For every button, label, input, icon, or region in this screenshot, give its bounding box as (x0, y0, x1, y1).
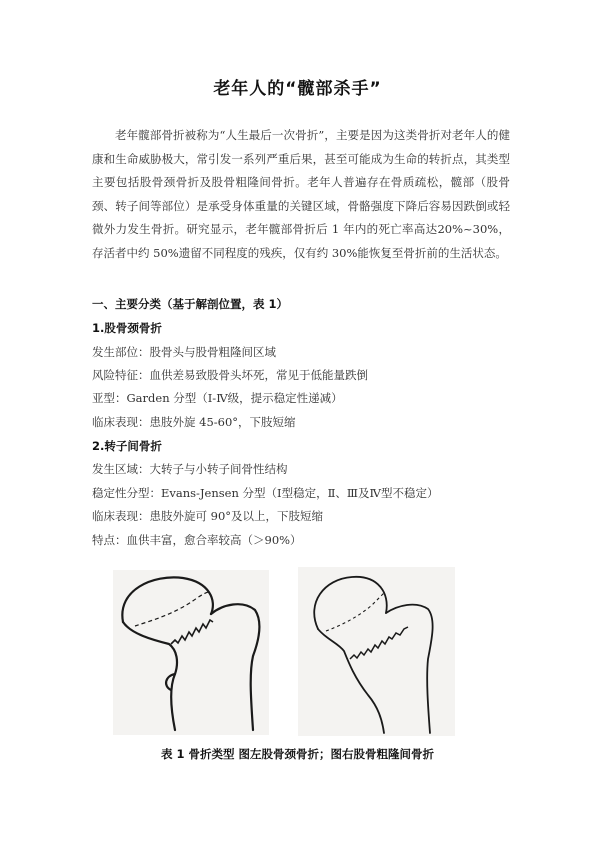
femoral-neck-fracture-drawing (113, 570, 269, 735)
femoral-neck-item: 临床表现：患肢外旋 45-60°，下肢短缩 (92, 415, 296, 429)
intertrochanteric-item: 特点：血供丰富，愈合率较高（＞90%） (92, 533, 302, 547)
intertrochanteric-item: 稳定性分型：Evans-Jensen 分型（Ⅰ型稳定，Ⅱ、Ⅲ及Ⅳ型不稳定） (92, 486, 439, 500)
intertrochanteric-fracture-drawing (298, 567, 455, 736)
section-heading: 一、主要分类（基于解剖位置，表 1） (92, 297, 289, 311)
page-title: 老年人的“髋部杀手” (213, 79, 382, 99)
subsection-heading-intertrochanteric: 2.转子间骨折 (92, 439, 162, 453)
intertrochanteric-item: 临床表现：患肢外旋可 90°及以上，下肢短缩 (92, 509, 324, 523)
subsection-heading-femoral-neck: 1.股骨颈骨折 (92, 321, 162, 335)
femoral-neck-item: 亚型：Garden 分型（Ⅰ-Ⅳ级，提示稳定性递减） (92, 391, 343, 405)
figure-caption: 表 1 骨折类型 图左股骨颈骨折；图右股骨粗隆间骨折 (160, 747, 434, 761)
intro-paragraph: 老年髋部骨折被称为“人生最后一次骨折”，主要是因为这类骨折对老年人的健康和生命威胁极大，常引发一系列严重后果，甚至可能成为生命的转折点，其类型主要包括股骨颈骨折及股骨粗隆间骨折。老年人普遍存在骨质疏松，髋部（股骨颈、转子间等部位）是承受身体重量的关键区域，骨骼强度下降后容易因跌倒或轻微外力发生骨折。研究显示，老年髋部骨折后 1 年内的死亡率高达20%~30%，存活者中约 50%遗留不同程度的残疾，仅有约 30%能恢复至骨折前的生活状态。 (92, 128, 510, 260)
femoral-neck-item: 发生部位：股骨头与股骨粗隆间区域 (92, 345, 276, 359)
femoral-neck-fracture-image (113, 570, 269, 735)
femoral-neck-item: 风险特征：血供差易致股骨头坏死，常见于低能量跌倒 (92, 368, 368, 382)
intertrochanteric-fracture-image (298, 567, 455, 736)
intertrochanteric-item: 发生区域：大转子与小转子间骨性结构 (92, 462, 288, 476)
